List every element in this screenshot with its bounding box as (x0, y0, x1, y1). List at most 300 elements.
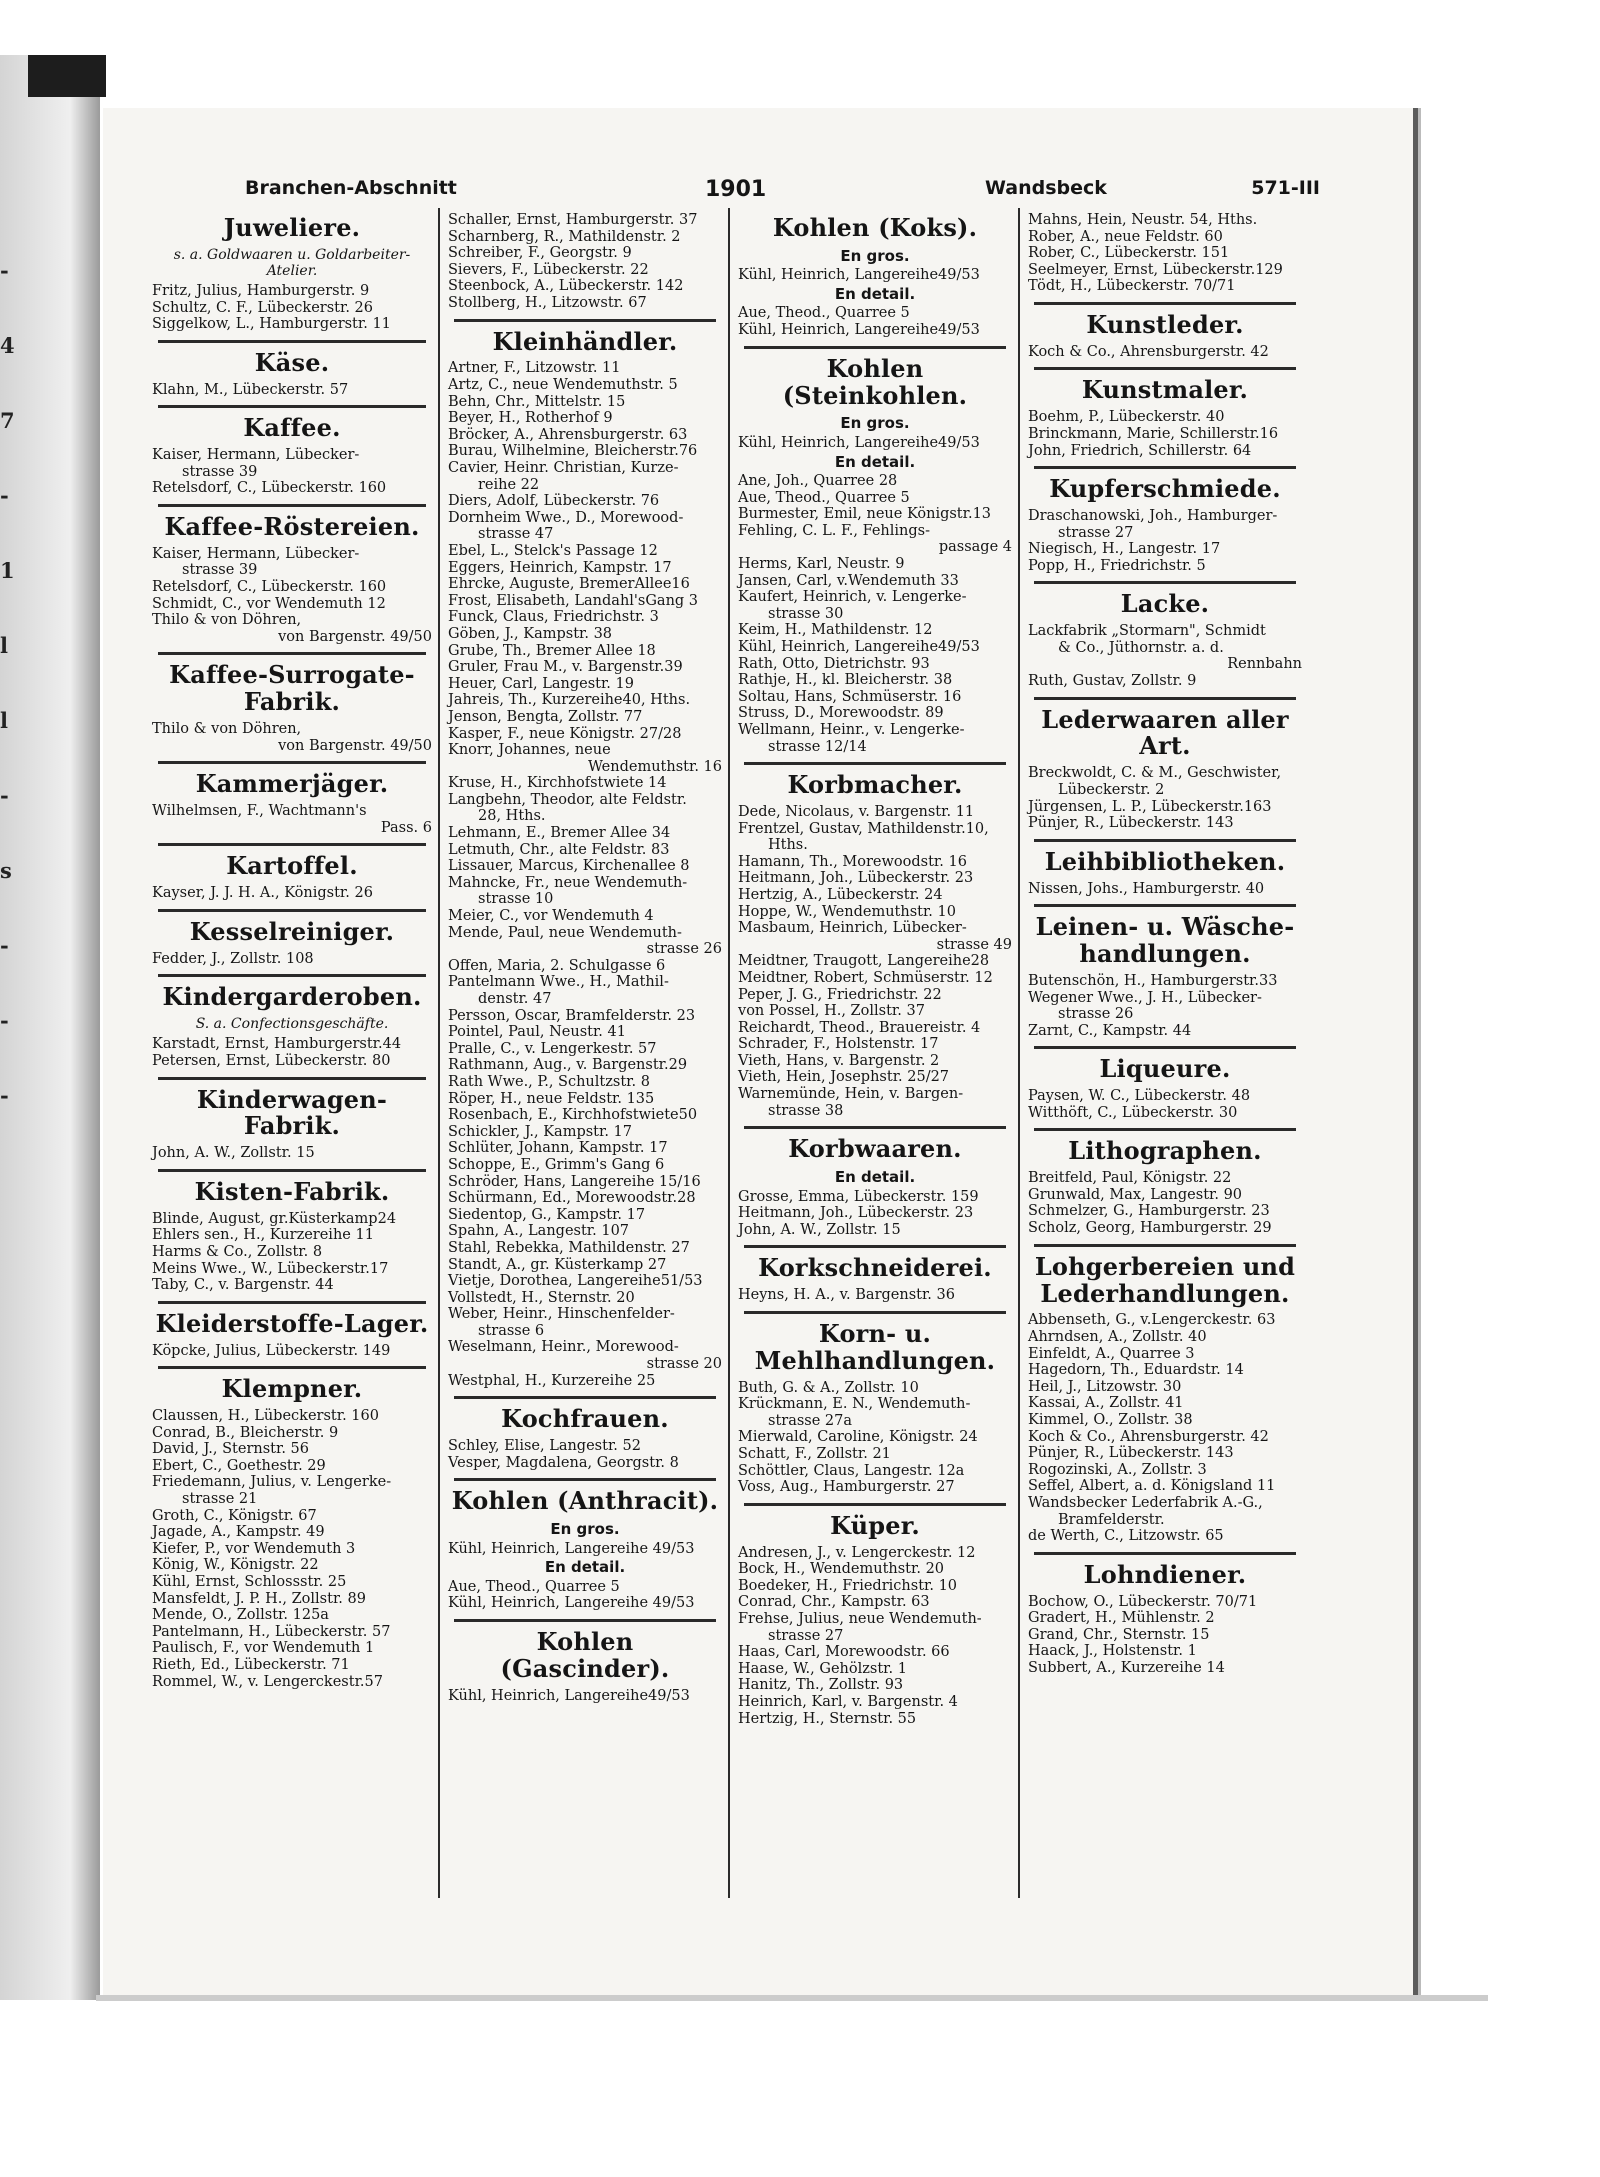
section-heading: Klempner. (221, 1374, 363, 1404)
section-continued (1028, 212, 1302, 305)
directory-entry: Bochow, O., Lübeckerstr. 70/71 (1028, 1593, 1258, 1610)
directory-entry: Ahrndsen, A., Zollstr. 40 (1028, 1328, 1207, 1345)
section-korbmacher (738, 772, 1012, 1129)
facing-page-fragment: - (0, 783, 9, 808)
directory-entry: Struss, D., Morewoodstr. 89 (738, 705, 944, 722)
header-year: 1901 (705, 177, 767, 202)
directory-entry: Schürmann, Ed., Morewoodstr.28 (448, 1190, 696, 1207)
directory-entry: Harms & Co., Zollstr. 8 (152, 1243, 323, 1260)
subsection-label: En gros. (550, 1520, 620, 1539)
directory-entry: Zarnt, C., Kampstr. 44 (1028, 1022, 1192, 1039)
entry-continuation: passage 4 (938, 539, 1012, 556)
directory-entry: Conrad, Chr., Kampstr. 63 (738, 1594, 930, 1611)
directory-entry: Schmelzer, G., Hamburgerstr. 23 (1028, 1203, 1270, 1220)
entry-continuation: strasse 49 (936, 936, 1012, 953)
directory-entry: Paulisch, F., vor Wendemuth 1 (152, 1640, 375, 1657)
entry-continuation: strasse 26 (1058, 1006, 1134, 1023)
section-kohlen-koks (738, 215, 1012, 349)
section-heading: Kunstleder. (1086, 309, 1244, 339)
section-heading: Kisten-Fabrik. (194, 1176, 390, 1206)
section-continued (448, 212, 722, 322)
facing-page-fragment: l (0, 708, 8, 733)
facing-page-edge (0, 55, 100, 2000)
facing-page-fragment: s (0, 858, 12, 883)
directory-entry: Heitmann, Joh., Lübeckerstr. 23 (738, 870, 974, 887)
section-juweliere (152, 215, 432, 343)
directory-entry: Köpcke, Julius, Lübeckerstr. 149 (152, 1342, 391, 1359)
section-kindergarderoben (152, 984, 432, 1079)
directory-entry: Hertzig, H., Sternstr. 55 (738, 1710, 917, 1727)
entry-continuation: denstr. 47 (478, 991, 552, 1007)
directory-entry: Langbehn, Theodor, alte Feldstr. (448, 791, 687, 808)
directory-columns (148, 208, 1308, 1898)
subsection-label: En detail. (834, 1168, 916, 1187)
directory-entry: Siedentop, G., Kampstr. 17 (448, 1206, 646, 1223)
entry-continuation: strasse 20 (646, 1356, 722, 1373)
section-heading: Kohlen (Koks). (772, 213, 978, 242)
directory-entry: Sievers, F., Lübeckerstr. 22 (448, 261, 649, 278)
entry-continuation: reihe 22 (478, 476, 540, 493)
section-kisten-fabrik (152, 1176, 432, 1304)
directory-entry: Friedemann, Julius, v. Lengerke- (152, 1474, 392, 1491)
section-heading: Korkschneiderei. (758, 1253, 992, 1283)
entry-continuation: strasse 27 (1058, 524, 1134, 541)
section-heading: Küper. (830, 1510, 920, 1540)
directory-entry: Wandsbecker Lederfabrik A.-G., (1028, 1494, 1263, 1511)
directory-entry: Hanitz, Th., Zollstr. 93 (738, 1677, 904, 1694)
directory-entry: Frehse, Julius, neue Wendemuth- (738, 1611, 982, 1628)
directory-entry: Meier, C., vor Wendemuth 4 (448, 908, 654, 925)
directory-entry: Persson, Oscar, Bramfelderstr. 23 (448, 1007, 696, 1024)
directory-entry: Meidtner, Robert, Schmüserstr. 12 (738, 969, 993, 986)
column-2 (438, 208, 728, 1898)
directory-entry: Schaller, Ernst, Hamburgerstr. 37 (448, 212, 698, 228)
directory-entry: Brinckmann, Marie, Schillerstr.16 (1028, 425, 1279, 442)
facing-page-fragment: - (0, 258, 9, 283)
directory-entry: Artz, C., neue Wendemuthstr. 5 (448, 377, 678, 394)
section-kohlen-anthracit (448, 1488, 722, 1622)
directory-entry: Mende, O., Zollstr. 125a (152, 1607, 329, 1624)
directory-entry: Haas, Carl, Morewoodstr. 66 (738, 1644, 950, 1661)
section-kleiderstoffe-lager (152, 1308, 432, 1369)
directory-entry: Groth, C., Königstr. 67 (152, 1507, 317, 1524)
directory-entry: Mansfeldt, J. P. H., Zollstr. 89 (152, 1590, 366, 1607)
section-kupferschmiede (1028, 476, 1302, 584)
section-kohlen-gascinder (448, 1626, 722, 1704)
column-3 (728, 208, 1018, 1898)
directory-entry: Schlüter, Johann, Kampstr. 17 (448, 1140, 668, 1157)
directory-entry: Ehlers sen., H., Kurzereihe 11 (152, 1227, 374, 1244)
directory-entry: Koch & Co., Ahrensburgerstr. 42 (1028, 343, 1269, 360)
directory-entry: Boedeker, H., Friedrichstr. 10 (738, 1577, 958, 1594)
section-korn-u-mehlhandlungen (738, 1318, 1012, 1506)
directory-entry: Frost, Elisabeth, Landahl'sGang 3 (448, 592, 699, 609)
directory-entry: Behn, Chr., Mittelstr. 15 (448, 393, 626, 410)
directory-entry: Haack, J., Holstenstr. 1 (1028, 1643, 1197, 1660)
facing-page-text-fragments (0, 260, 14, 1160)
directory-entry: Breitfeld, Paul, Königstr. 22 (1028, 1170, 1232, 1187)
directory-entry: Schrader, F., Holstenstr. 17 (738, 1036, 939, 1053)
directory-entry: Butenschön, H., Hamburgerstr.33 (1028, 972, 1278, 989)
section-heading: Leinen- u. Wäsche-handlungen. (1035, 912, 1295, 969)
section-heading: Kinderwagen-Fabrik. (196, 1084, 388, 1141)
facing-page-fragment: - (0, 483, 9, 508)
section-lohgerbereien-und-lederhandlungen (1028, 1251, 1302, 1555)
directory-entry: Hoppe, W., Wendemuthstr. 10 (738, 903, 956, 920)
entry-continuation: strasse 27a (768, 1412, 853, 1429)
directory-entry: Fehling, C. L. F., Fehlings- (738, 522, 930, 539)
directory-entry: Kaufert, Heinrich, v. Lengerke- (738, 589, 967, 606)
directory-entry: Rommel, W., v. Lengerckestr.57 (152, 1673, 383, 1690)
directory-entry: Seelmeyer, Ernst, Lübeckerstr.129 (1028, 261, 1283, 278)
column-4 (1018, 208, 1308, 1898)
section-heading: Kesselreiniger. (189, 916, 395, 946)
directory-entry: Claussen, H., Lübeckerstr. 160 (152, 1408, 379, 1425)
directory-entry: Rober, C., Lübeckerstr. 151 (1028, 245, 1230, 262)
entry-continuation: strasse 30 (768, 605, 844, 622)
directory-entry: Rosenbach, E., Kirchhofstwiete50 (448, 1107, 698, 1124)
directory-entry: Letmuth, Chr., alte Feldstr. 83 (448, 841, 670, 858)
section-kartoffel (152, 853, 432, 911)
directory-entry: Grosse, Emma, Lübeckerstr. 159 (738, 1188, 979, 1205)
directory-entry: Heuer, Carl, Langestr. 19 (448, 675, 634, 692)
section-lacke (1028, 591, 1302, 699)
directory-entry: Scholz, Georg, Hamburgerstr. 29 (1028, 1220, 1272, 1237)
directory-entry: Masbaum, Heinrich, Lübecker- (738, 920, 967, 937)
cross-reference-note: s. a. Goldwaaren u. Goldarbeiter-Atelier. (173, 246, 411, 279)
directory-entry: Kühl, Heinrich, Langereihe49/53 (738, 638, 980, 655)
directory-entry: Vesper, Magdalena, Georgstr. 8 (448, 1454, 679, 1471)
entry-continuation: strasse 39 (182, 463, 258, 480)
directory-entry: Weber, Heinr., Hinschenfelder- (448, 1306, 675, 1323)
section-heading: Lohgerbereien und Lederhandlungen. (1034, 1251, 1296, 1308)
directory-entry: Aue, Theod., Quarree 5 (738, 489, 910, 506)
section-heading: Kaffee. (243, 413, 341, 443)
directory-entry: David, J., Sternstr. 56 (152, 1441, 310, 1458)
facing-page-fragment: 1 (0, 558, 15, 583)
directory-entry: Schultz, C. F., Lübeckerstr. 26 (152, 299, 374, 316)
section-heading: Kunstmaler. (1081, 375, 1249, 405)
directory-entry: Beyer, H., Rotherhof 9 (448, 410, 613, 427)
directory-entry: Kassai, A., Zollstr. 41 (1028, 1395, 1184, 1412)
section-korkschneiderei (738, 1255, 1012, 1313)
directory-entry: Lehmann, E., Bremer Allee 34 (448, 825, 671, 842)
directory-entry: John, A. W., Zollstr. 15 (152, 1145, 315, 1162)
directory-entry: Kühl, Heinrich, Langereihe49/53 (448, 1687, 690, 1704)
directory-entry: Eggers, Heinrich, Kampstr. 17 (448, 559, 672, 576)
directory-entry: Dornheim Wwe., D., Morewood- (448, 509, 684, 526)
section-heading: Korbwaaren. (788, 1134, 962, 1164)
directory-entry: Heitmann, Joh., Lübeckerstr. 23 (738, 1205, 974, 1222)
directory-entry: Rober, A., neue Feldstr. 60 (1028, 228, 1223, 245)
directory-entry: Draschanowski, Joh., Hamburger- (1028, 507, 1278, 524)
section-heading: Lacke. (1120, 589, 1210, 619)
directory-entry: Breckwoldt, C. & M., Geschwister, (1028, 765, 1282, 782)
directory-entry: Vieth, Hans, v. Bargenstr. 2 (738, 1052, 940, 1069)
section-heading: Lederwaaren aller Art. (1041, 704, 1289, 761)
directory-entry: Nissen, Johs., Hamburgerstr. 40 (1028, 880, 1265, 897)
directory-entry: Hagedorn, Th., Eduardstr. 14 (1028, 1362, 1244, 1379)
directory-entry: Mende, Paul, neue Wendemuth- (448, 924, 682, 941)
section-heading: Kindergarderoben. (162, 982, 422, 1012)
directory-entry: von Possel, H., Zollstr. 37 (738, 1003, 925, 1020)
directory-entry: Andresen, J., v. Lengerckestr. 12 (738, 1544, 976, 1561)
directory-entry: Ebert, C., Goethestr. 29 (152, 1457, 326, 1474)
directory-entry: Heinrich, Karl, v. Bargenstr. 4 (738, 1694, 958, 1710)
directory-entry: de Werth, C., Litzowstr. 65 (1028, 1528, 1224, 1545)
cross-reference-note: S. a. Confectionsgeschäfte. (195, 1016, 389, 1033)
header-section-title: Branchen-Abschnitt (245, 177, 457, 199)
section-kaffee-roestereien (152, 511, 432, 655)
directory-entry: Herms, Karl, Neustr. 9 (738, 555, 905, 572)
facing-page-fragment: - (0, 933, 9, 958)
section-heading: Kaffee-Surrogate-Fabrik. (169, 660, 415, 717)
section-klempner (152, 1376, 432, 1690)
entry-continuation: strasse 12/14 (768, 738, 867, 755)
section-heading: Kochfrauen. (501, 1404, 669, 1434)
entry-continuation: strasse 38 (768, 1102, 844, 1119)
directory-entry: Kimmel, O., Zollstr. 38 (1028, 1411, 1193, 1428)
entry-continuation: Bramfelderstr. (1058, 1511, 1165, 1528)
directory-entry: Peper, J. G., Friedrichstr. 22 (738, 986, 942, 1003)
directory-entry: Heil, J., Litzowstr. 30 (1028, 1378, 1182, 1395)
section-kinderwagen-fabrik (152, 1084, 432, 1172)
entry-continuation: 28, Hths. (478, 808, 546, 825)
directory-entry: Rieth, Ed., Lübeckerstr. 71 (152, 1656, 350, 1673)
section-heading: Kleinhändler. (492, 326, 678, 356)
directory-entry: Popp, H., Friedrichstr. 5 (1028, 557, 1206, 574)
directory-entry: Reichardt, Theod., Brauereistr. 4 (738, 1019, 981, 1036)
entry-continuation: strasse 27 (768, 1627, 844, 1644)
entry-continuation: & Co., Jüthornstr. a. d. (1058, 639, 1224, 656)
directory-entry: Karstadt, Ernst, Hamburgerstr.44 (152, 1036, 402, 1053)
directory-entry: Aue, Theod., Quarree 5 (448, 1578, 620, 1595)
directory-entry: Conrad, B., Bleicherstr. 9 (152, 1424, 339, 1441)
directory-entry: Mahncke, Fr., neue Wendemuth- (448, 874, 688, 891)
directory-entry: Offen, Maria, 2. Schulgasse 6 (448, 957, 666, 974)
directory-entry: Tödt, H., Lübeckerstr. 70/71 (1028, 278, 1236, 295)
entry-continuation: strasse 10 (478, 891, 554, 908)
directory-entry: Röper, H., neue Feldstr. 135 (448, 1090, 655, 1107)
directory-entry: Jagade, A., Kampstr. 49 (152, 1524, 325, 1541)
directory-entry: Fedder, J., Zollstr. 108 (152, 950, 314, 967)
directory-entry: Warnemünde, Hein, v. Bargen- (738, 1086, 964, 1103)
directory-entry: Kayser, J. J. H. A., Königstr. 26 (152, 885, 373, 902)
entry-continuation: Pass. 6 (380, 819, 432, 836)
directory-entry: Pünjer, R., Lübeckerstr. 143 (1028, 1445, 1234, 1462)
section-korbwaaren (738, 1136, 1012, 1248)
directory-entry: Schoppe, E., Grimm's Gang 6 (448, 1156, 665, 1173)
section-heading: Kaffee-Röstereien. (164, 511, 420, 541)
directory-entry: Siggelkow, L., Hamburgerstr. 11 (152, 316, 391, 333)
directory-entry: Rathmann, Aug., v. Bargenstr.29 (448, 1057, 688, 1074)
directory-entry: Pointel, Paul, Neustr. 41 (448, 1024, 626, 1041)
directory-entry: Bröcker, A., Ahrensburgerstr. 63 (448, 426, 688, 443)
section-leinen-u-waesche-handlungen (1028, 914, 1302, 1049)
directory-entry: Mierwald, Caroline, Königstr. 24 (738, 1429, 978, 1446)
subsection-label: En detail. (544, 1558, 626, 1577)
directory-entry: Rogozinski, A., Zollstr. 3 (1028, 1461, 1207, 1478)
directory-entry: Rath Wwe., P., Schultzstr. 8 (448, 1073, 650, 1090)
directory-entry: Ane, Joh., Quarree 28 (738, 473, 898, 489)
directory-entry: Ruth, Gustav, Zollstr. 9 (1028, 673, 1197, 689)
directory-entry: Kühl, Heinrich, Langereihe 49/53 (448, 1595, 695, 1612)
directory-entry: Kruse, H., Kirchhofstwiete 14 (448, 775, 667, 792)
directory-entry: Schickler, J., Kampstr. 17 (448, 1123, 633, 1140)
directory-entry: Buth, G. & A., Zollstr. 10 (738, 1379, 919, 1396)
section-heading: Lohndiener. (1083, 1559, 1247, 1589)
entry-continuation: von Bargenstr. 49/50 (278, 628, 432, 645)
directory-entry: Witthöft, C., Lübeckerstr. 30 (1028, 1104, 1238, 1121)
directory-entry: Lackfabrik „Stormarn", Schmidt (1028, 623, 1266, 640)
entry-continuation: von Bargenstr. 49/50 (278, 737, 432, 754)
page-header (245, 177, 1320, 207)
directory-entry: Subbert, A., Kurzereihe 14 (1028, 1659, 1225, 1676)
directory-entry: Rath, Otto, Dietrichstr. 93 (738, 655, 930, 672)
directory-entry: Haase, W., Gehölzstr. 1 (738, 1660, 907, 1677)
directory-entry: Westphal, H., Kurzereihe 25 (448, 1372, 656, 1389)
directory-entry: Paysen, W. C., Lübeckerstr. 48 (1028, 1088, 1251, 1105)
directory-entry: Fritz, Julius, Hamburgerstr. 9 (152, 283, 370, 300)
directory-entry: Petersen, Ernst, Lübeckerstr. 80 (152, 1052, 391, 1069)
entry-continuation: Rennbahn (1227, 656, 1302, 673)
facing-page-fragment: 7 (0, 408, 15, 433)
section-kaese (152, 347, 432, 408)
section-heading: Lithographen. (1068, 1136, 1262, 1166)
directory-entry: Mahns, Hein, Neustr. 54, Hths. (1028, 212, 1258, 228)
directory-entry: Wellmann, Heinr., v. Lengerke- (738, 721, 965, 738)
directory-entry: Kühl, Ernst, Schlossstr. 25 (152, 1573, 347, 1590)
directory-entry: Heyns, H. A., v. Bargenstr. 36 (738, 1287, 955, 1304)
directory-entry: Dede, Nicolaus, v. Bargenstr. 11 (738, 803, 975, 820)
section-kleinhaendler (448, 326, 722, 1400)
section-kammerjaeger (152, 771, 432, 846)
facing-page-fragment: 4 (0, 333, 15, 358)
section-heading: Kohlen (Steinkohlen. (782, 353, 968, 410)
section-kochfrauen (448, 1406, 722, 1481)
facing-page-fragment: l (0, 633, 8, 658)
directory-entry: Weselmann, Heinr., Morewood- (448, 1339, 679, 1356)
section-lohndiener (1028, 1559, 1302, 1677)
directory-entry: Gruler, Frau M., v. Bargenstr.39 (448, 659, 683, 676)
directory-entry: Taby, C., v. Bargenstr. 44 (152, 1277, 334, 1294)
directory-entry: Grube, Th., Bremer Allee 18 (448, 642, 656, 659)
directory-entry: Kühl, Heinrich, Langereihe49/53 (738, 434, 980, 451)
directory-entry: Ehrcke, Auguste, BremerAllee16 (448, 576, 690, 593)
section-kunstmaler (1028, 377, 1302, 469)
section-heading: Kleiderstoffe-Lager. (155, 1308, 429, 1338)
directory-entry: König, W., Königstr. 22 (152, 1557, 319, 1574)
directory-entry: Rathje, H., kl. Bleicherstr. 38 (738, 672, 953, 689)
entry-continuation: strasse 26 (646, 941, 722, 958)
directory-entry: Diers, Adolf, Lübeckerstr. 76 (448, 493, 660, 510)
directory-entry: Schley, Elise, Langestr. 52 (448, 1438, 641, 1455)
section-heading: Kammerjäger. (195, 769, 389, 799)
directory-entry: Hertzig, A., Lübeckerstr. 24 (738, 886, 943, 903)
section-kaffee (152, 415, 432, 507)
directory-entry: Blinde, August, gr.Küsterkamp24 (152, 1210, 397, 1227)
directory-entry: Schatt, F., Zollstr. 21 (738, 1446, 891, 1462)
directory-entry: Bock, H., Wendemuthstr. 20 (738, 1561, 945, 1578)
section-heading: Kupferschmiede. (1049, 474, 1281, 504)
section-leihbibliotheken (1028, 846, 1302, 907)
entry-continuation: strasse 47 (478, 526, 554, 543)
entry-continuation: Wendemuthstr. 16 (587, 758, 722, 775)
directory-entry: Spahn, A., Langestr. 107 (448, 1223, 630, 1240)
directory-entry: Krückmann, E. N., Wendemuth- (738, 1396, 971, 1413)
directory-entry: Artner, F., Litzowstr. 11 (448, 360, 621, 377)
directory-entry: Jansen, Carl, v.Wendemuth 33 (738, 572, 959, 589)
directory-entry: Vietje, Dorothea, Langereihe51/53 (448, 1273, 703, 1290)
directory-entry: Göben, J., Kampstr. 38 (448, 625, 613, 642)
subsection-label: En gros. (840, 246, 910, 265)
directory-entry: Meidtner, Traugott, Langereihe28 (738, 953, 990, 970)
directory-entry: Burau, Wilhelmine, Bleicherstr.76 (448, 443, 698, 460)
section-liqueure (1028, 1056, 1302, 1131)
section-lederwaaren-aller-art (1028, 704, 1302, 842)
directory-entry: Wilhelmsen, F., Wachtmann's (152, 803, 367, 820)
subsection-label: En gros. (840, 414, 910, 433)
column-1 (148, 208, 438, 1898)
directory-entry: Retelsdorf, C., Lübeckerstr. 160 (152, 480, 387, 497)
entry-continuation: strasse 39 (182, 562, 258, 579)
directory-entry: Niegisch, H., Langestr. 17 (1028, 541, 1221, 558)
directory-entry: Gradert, H., Mühlenstr. 2 (1028, 1610, 1215, 1627)
directory-entry: Thilo & von Döhren, (152, 612, 302, 629)
subsection-label: En detail. (834, 284, 916, 303)
directory-entry: Koch & Co., Ahrensburgerstr. 42 (1028, 1428, 1269, 1445)
directory-entry: Steenbock, A., Lübeckerstr. 142 (448, 278, 684, 295)
section-heading: Leihbibliotheken. (1044, 846, 1286, 876)
directory-entry: Frentzel, Gustav, Mathildenstr.10, (738, 820, 989, 837)
directory-entry: Cavier, Heinr. Christian, Kurze- (448, 460, 679, 476)
directory-entry: Boehm, P., Lübeckerstr. 40 (1028, 409, 1225, 426)
directory-entry: Kiefer, P., vor Wendemuth 3 (152, 1540, 356, 1557)
directory-entry: Klahn, M., Lübeckerstr. 57 (152, 381, 349, 398)
header-page-number: 571-III (1251, 177, 1320, 199)
directory-entry: Voss, Aug., Hamburgerstr. 27 (738, 1479, 955, 1496)
directory-entry: Pantelmann Wwe., H., Mathil- (448, 974, 669, 991)
section-heading: Korn- u. Mehlhandlungen. (754, 1318, 996, 1375)
directory-entry: Stollberg, H., Litzowstr. 67 (448, 294, 647, 311)
section-heading: Korbmacher. (787, 770, 963, 800)
section-heading: Liqueure. (1099, 1054, 1231, 1084)
directory-entry: Standt, A., gr. Küsterkamp 27 (448, 1256, 667, 1273)
section-kohlen-steinkohlen (738, 353, 1012, 765)
directory-entry: Grunwald, Max, Langestr. 90 (1028, 1186, 1243, 1203)
directory-entry: Jenson, Bengta, Zollstr. 77 (448, 708, 643, 725)
directory-entry: Funck, Claus, Friedrichstr. 3 (448, 609, 659, 626)
header-place: Wandsbeck (985, 177, 1107, 199)
directory-entry: Thilo & von Döhren, (152, 721, 302, 738)
directory-entry: Schreiber, F., Georgstr. 9 (448, 245, 632, 262)
section-lithographen (1028, 1138, 1302, 1246)
section-heading: Juweliere. (223, 213, 361, 242)
directory-entry: Abbenseth, G., v.Lengerckestr. 63 (1028, 1312, 1276, 1329)
directory-entry: Seffel, Albert, a. d. Königsland 11 (1028, 1478, 1276, 1495)
entry-continuation: Lübeckerstr. 2 (1058, 781, 1165, 798)
directory-entry: Pralle, C., v. Lengerkestr. 57 (448, 1040, 657, 1057)
section-kaffee-surrogate-fabrik (152, 662, 432, 764)
section-heading: Kartoffel. (226, 851, 358, 881)
directory-entry: Scharnberg, R., Mathildenstr. 2 (448, 228, 681, 245)
directory-entry: Aue, Theod., Quarree 5 (738, 305, 910, 322)
section-kueper (738, 1510, 1012, 1727)
directory-entry: Lissauer, Marcus, Kirchenallee 8 (448, 858, 690, 875)
section-heading: Kohlen (Gascinder). (500, 1626, 670, 1683)
directory-entry: Jahreis, Th., Kurzereihe40, Hths. (448, 692, 691, 709)
directory-entry: Kasper, F., neue Königstr. 27/28 (448, 725, 682, 742)
